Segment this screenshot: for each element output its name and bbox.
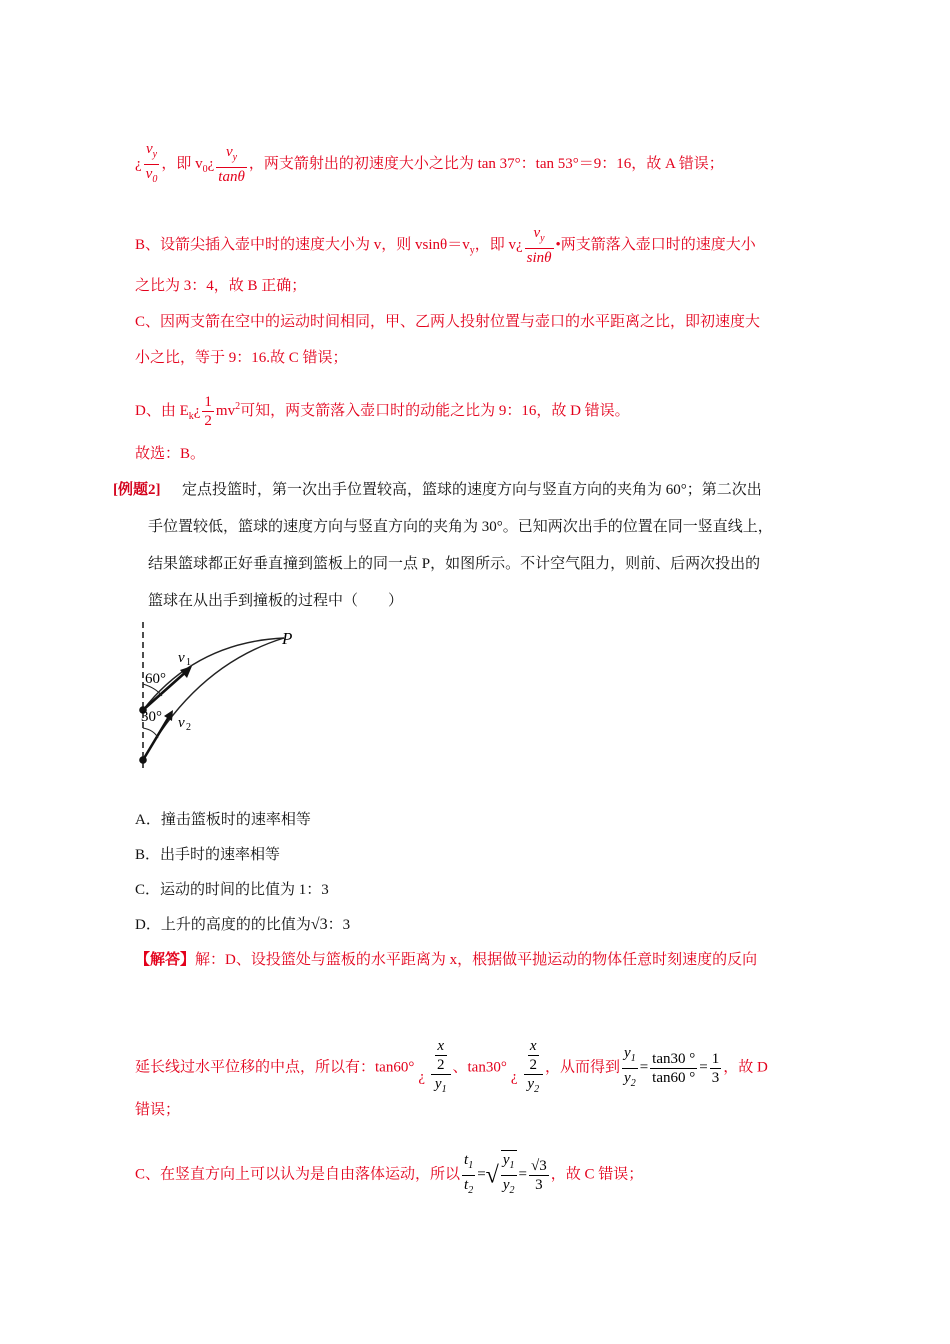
example-line-1: 定点投篮时，第一次出手位置较高，篮球的速度方向与竖直方向的夹角为 60°；第二次出 xyxy=(182,482,762,498)
v2-label: v xyxy=(178,715,185,731)
answer-line-1: 【解答】解：D、设投篮处与篮板的水平距离为 x，根据做平抛运动的物体任意时刻速度的反向 xyxy=(135,952,758,968)
fraction-t1-t2: $\frac{t_1}{t_2}$ xyxy=(462,1151,475,1200)
option-a: A．撞击篮板时的速率相等 xyxy=(135,812,311,828)
fraction-root3-3: $\frac{√3}{3}$ xyxy=(530,1157,547,1193)
sol-line-3: 之比为 3：4，故 B 正确； xyxy=(135,278,307,294)
answer-line-2: 延长线过水平位移的中点，所以有：tan60° ¿ $\frac{\frac{x}{2}}{y_1}$ 、tan30° ¿ $\frac{\frac{x}{2}}{y_2}$ ，从而得到 $\frac{y_1}{y_2}$ = $\frac{\tan 30 ^\circ}{\tan 60 ^\circ}$ = $\frac{1}{3}$ ，故 D xyxy=(135,1037,768,1099)
fraction-half: $\frac{1}{2}$ xyxy=(204,394,212,429)
sol-line-1: ¿ $\frac{v_y}{v_0}$ ，即 $v_0¿$ $\frac{v_y}{\tan\theta}$ ，两支箭射出的初速度大小之比为 tan 37°：tan 53°＝9：16，故 A 错误； xyxy=(135,140,724,189)
option-b: B．出手时的速率相等 xyxy=(135,847,281,863)
trajectory-figure xyxy=(126,620,316,770)
angle-30-label: 30° xyxy=(141,709,162,725)
nested-fraction-1: $\frac{\frac{x}{2}}{y_1}$ xyxy=(431,1037,451,1099)
nested-fraction-2: $\frac{\frac{x}{2}}{y_2}$ xyxy=(524,1037,544,1099)
answer-line-3: 错误； xyxy=(135,1102,181,1118)
example-line-4: 篮球在从出手到撞板的过程中（ ） xyxy=(148,593,404,609)
fraction-vy-sin: $\frac{v_y}{\sin\theta}$ xyxy=(526,225,552,266)
example-line-2: 手位置较低，篮球的速度方向与竖直方向的夹角为 30°。已知两次出手的位置在同一竖直线上， xyxy=(148,519,773,535)
example-tag: [例题2] xyxy=(113,482,161,498)
sol-conclusion: 故选：B。 xyxy=(135,446,206,462)
fraction-vy-v0: $\frac{v_y}{v_0}$ xyxy=(144,140,160,189)
v1-sub: 1 xyxy=(186,657,191,668)
example-line-3: 结果篮球都正好垂直撞到篮板上的同一点 P，如图所示。不计空气阻力，则前、后两次投出的 xyxy=(148,556,761,572)
option-c: C．运动的时间的比值为 1：3 xyxy=(135,882,329,898)
sol-line-6: D、由 $E_k¿$ $\frac{1}{2}$ $mv^2$可知，两支箭落入壶口时的动能之比为 9：16，故 D 错误。 xyxy=(135,394,630,429)
trajectory-2 xyxy=(143,638,284,760)
launch-point-2 xyxy=(139,756,147,764)
point-p-label: P xyxy=(282,629,293,648)
option-d: D．上升的高度的的比值为√3：3 xyxy=(135,916,351,933)
sol-line-2: B、设箭尖插入壶中时的速度大小为 v，则 $vsin\theta=v_y$，即 v¿ $\frac{v_y}{\sin\theta}$ •两支箭落入壶口时的速度大小 xyxy=(135,225,756,266)
sol-line-5: 小之比，等于 9：16.故 C 错误； xyxy=(135,350,348,366)
fraction-y1-y2: $\frac{y_1}{y_2}$ xyxy=(622,1044,638,1093)
fraction-x2-y1: ¿ xyxy=(418,1069,425,1086)
answer-line-4: C、在竖直方向上可以认为是自由落体运动，所以 $\frac{t_1}{t_2}$ =√ $\frac{y_1}{y_2}$ = $\frac{√3}{3}$ ，故 C 错误； xyxy=(135,1150,643,1200)
fraction-tan: $\frac{\tan 30 ^\circ}{\tan 60 ^\circ}$ xyxy=(652,1050,696,1086)
sol-line-4: C、因两支箭在空中的运动时间相同，甲、乙两人投射位置与壶口的水平距离之比，即初速度大 xyxy=(135,314,761,330)
fraction-y1-y2-root: $\frac{y_1}{y_2}$ xyxy=(501,1150,517,1200)
v2-sub: 2 xyxy=(186,722,191,733)
fraction-vy-tan: $\frac{v_y}{\tan\theta}$ xyxy=(218,144,245,185)
fraction-one-third: $\frac{1}{3}$ xyxy=(711,1050,720,1086)
v1-label: v xyxy=(178,650,185,666)
angle-60-label: 60° xyxy=(145,671,166,687)
